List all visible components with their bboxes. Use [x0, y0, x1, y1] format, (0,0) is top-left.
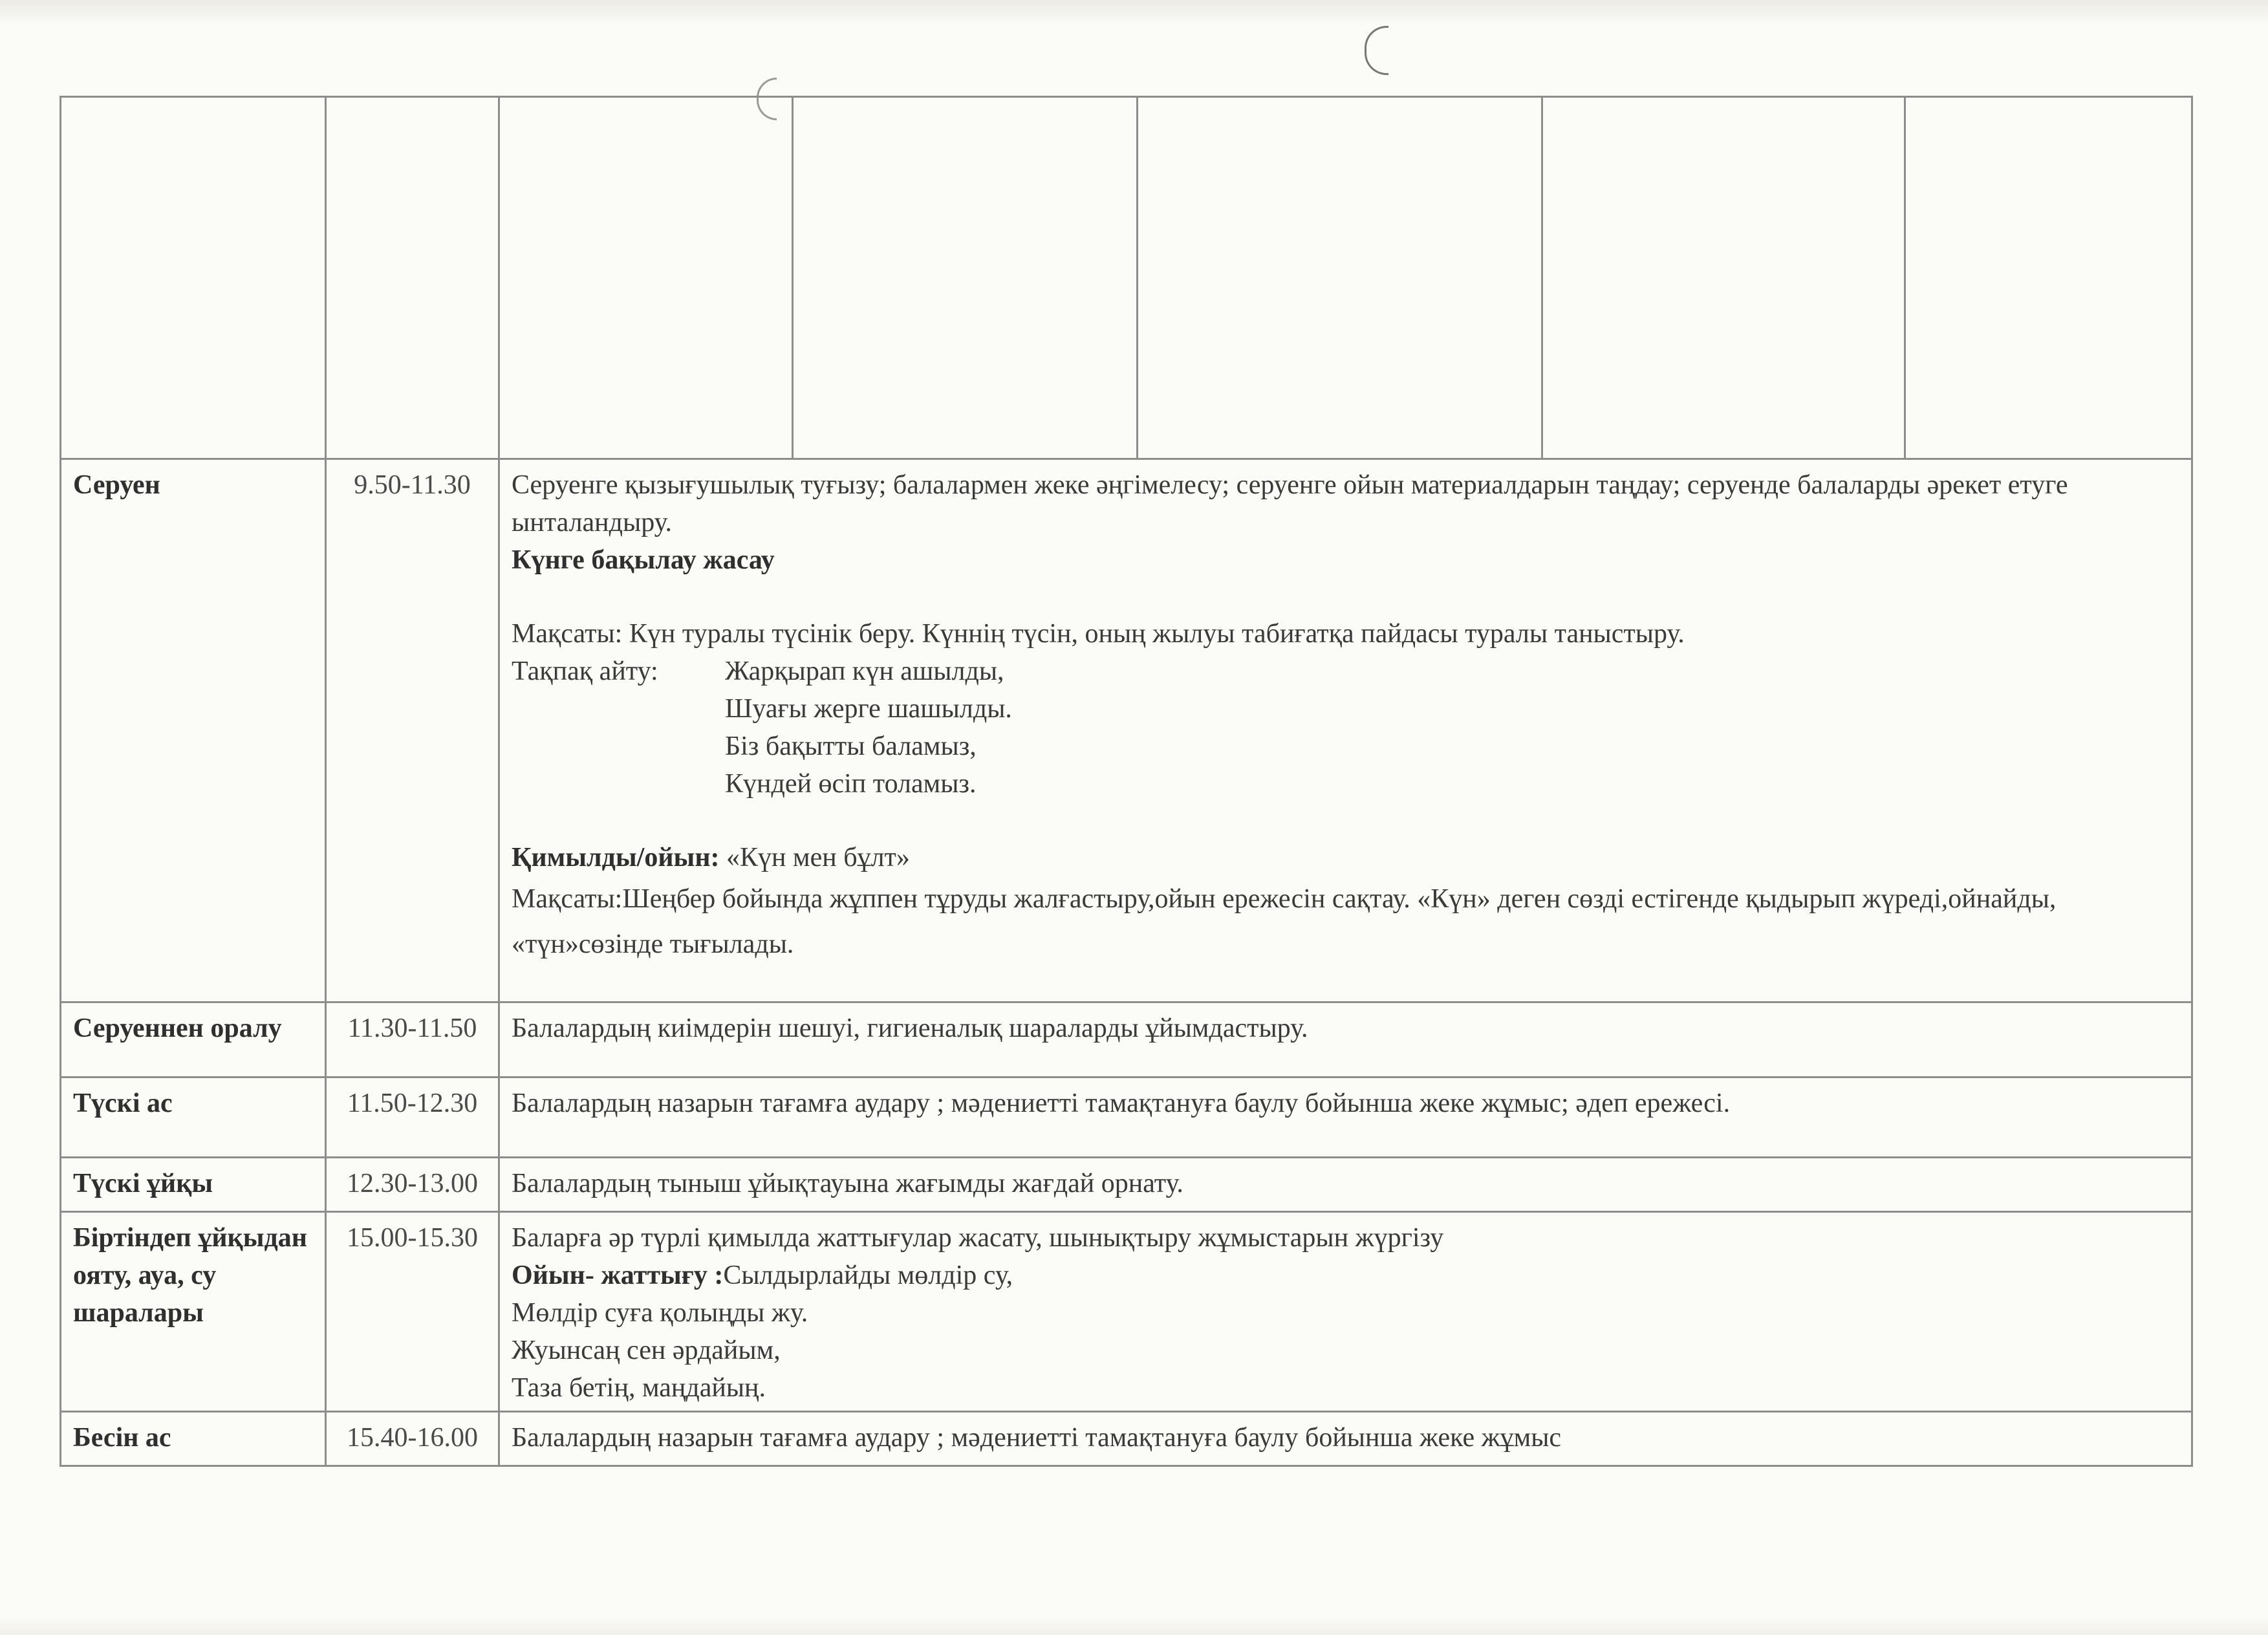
poem-line: Шуағы жерге шашылды.: [725, 694, 1012, 724]
game-name: «Күн мен бұлт»: [726, 843, 910, 872]
observation-title: Күнге бақылау жасау: [512, 545, 775, 575]
activity-time: 15.00-15.30: [326, 1212, 499, 1412]
empty-cell: [61, 97, 326, 459]
activity-description: [499, 1212, 2192, 1412]
poem-line: Жарқырап күн ашылды,: [725, 656, 1004, 686]
table-row-lunch: [61, 1077, 2192, 1158]
activity-name: Серуен: [61, 459, 326, 1002]
verse-line: Мөлдір суға қолыңды жу.: [512, 1298, 808, 1328]
table-row-seruen: [61, 459, 2192, 1002]
poem-first-line: [512, 653, 2179, 690]
table-row-snack: [61, 1412, 2192, 1466]
table-row-empty: [61, 97, 2192, 459]
game-label: Қимылды/ойын:: [512, 843, 720, 872]
spacer: [512, 803, 2179, 839]
empty-cell: [499, 97, 793, 459]
table-row-nap: [61, 1158, 2192, 1212]
poem-line: Біз бақытты баламыз,: [725, 731, 977, 761]
exercise-label: Ойын- жаттығу :: [512, 1261, 724, 1290]
activity-time: 11.30-11.50: [326, 1002, 499, 1077]
table-row-return: [61, 1002, 2192, 1077]
punch-hole-mark: [1365, 26, 1388, 75]
activity-description: Балалардың назарын тағамға аудару ; мәдениетті тамақтануға баулу бойынша жеке жұмыс; әдеп ережесі.: [499, 1077, 2192, 1158]
wake-intro: Баларға әр түрлі қимылда жаттығулар жасату, шынықтыру жұмыстарын жүргізу: [512, 1223, 1444, 1253]
activity-time: 15.40-16.00: [326, 1412, 499, 1466]
activity-name: Біртіндеп ұйқыдан ояту, ауа, су шаралары: [61, 1212, 326, 1412]
activity-description: Балалардың назарын тағамға аудару ; мәдениетті тамақтануға баулу бойынша жеке жұмыс: [499, 1412, 2192, 1466]
activity-description: Балалардың тыныш ұйықтауына жағымды жағдай орнату.: [499, 1158, 2192, 1212]
activity-name: Бесін ас: [61, 1412, 326, 1466]
scan-edge-bottom: [0, 1616, 2268, 1635]
activity-description: [499, 459, 2192, 1002]
table-row-wake: [61, 1212, 2192, 1412]
exercise-first-line: [512, 1257, 2179, 1294]
activity-name: Түскі ас: [61, 1077, 326, 1158]
empty-cell: [793, 97, 1138, 459]
activity-time: 9.50-11.30: [326, 459, 499, 1002]
observation-goal: Мақсаты: Күн туралы түсінік беру. Күннің түсін, оның жылуы табиғатқа пайдасы туралы таныстыру.: [512, 619, 1685, 649]
seruen-intro: Серуенге қызығушылық туғызу; балалармен жеке әңгімелесу; серуенге ойын материалдарын таңдау; серуенде балаларды әрекет етуге ынталандыру.: [512, 470, 2068, 537]
game-heading: [512, 839, 2179, 876]
daily-plan-table: [59, 96, 2193, 1467]
activity-time: 11.50-12.30: [326, 1077, 499, 1158]
empty-cell: [1138, 97, 1542, 459]
spacer: [512, 579, 2179, 615]
verse-line: Таза бетің, маңдайың.: [512, 1373, 766, 1403]
activity-time: 12.30-13.00: [326, 1158, 499, 1212]
empty-cell: [326, 97, 499, 459]
verse-line: Жуынсаң сен әрдайым,: [512, 1336, 781, 1365]
activity-name: Серуеннен оралу: [61, 1002, 326, 1077]
empty-cell: [1905, 97, 2192, 459]
empty-cell: [1542, 97, 1905, 459]
poem-label: Тақпақ айту:: [512, 656, 658, 686]
verse-line: Сылдырлайды мөлдір су,: [723, 1261, 1013, 1290]
poem-line: Күндей өсіп толамыз.: [725, 769, 977, 799]
activity-description: Балалардың киімдерін шешуі, гигиеналық шараларды ұйымдастыру.: [499, 1002, 2192, 1077]
scan-edge-top: [0, 0, 2268, 26]
activity-name: Түскі ұйқы: [61, 1158, 326, 1212]
game-goal: Мақсаты:Шеңбер бойында жұппен тұруды жалғастыру,ойын ережесін сақтау. «Күн» деген сөзді естігенде қыдырып жүреді,ойнайды, «түн»сөзінде тығылады.: [512, 884, 2057, 959]
